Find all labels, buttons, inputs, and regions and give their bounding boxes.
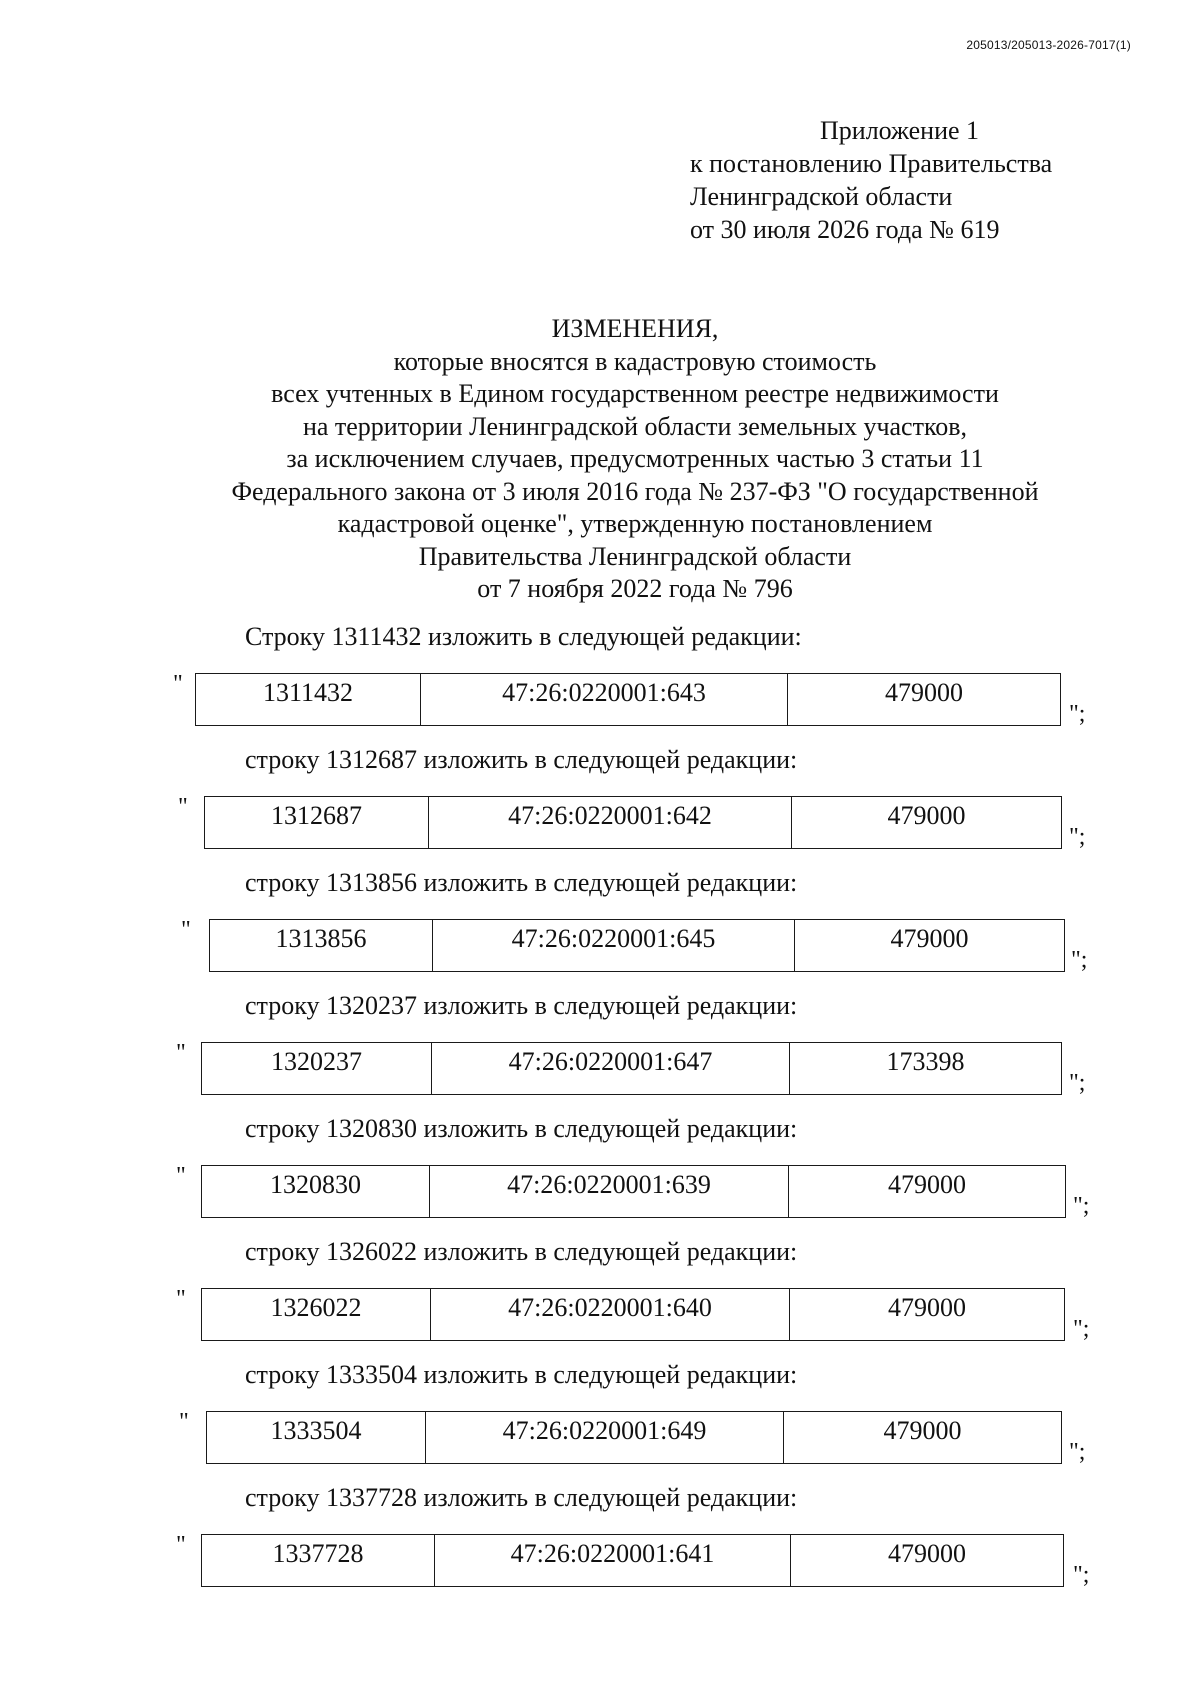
cadastral-number-cell: 47:26:0220001:649 (426, 1412, 784, 1464)
close-quote: "; (1071, 947, 1088, 973)
row-number-cell: 1313856 (210, 920, 433, 972)
appendix-block (690, 114, 1052, 246)
amendment-entry (0, 1482, 1200, 1602)
amendment-entry (0, 1113, 1200, 1233)
appendix-line: от 30 июля 2026 года № 619 (690, 215, 1000, 244)
appendix-line: к постановлению Правительства (690, 149, 1053, 178)
heading-title: ИЗМЕНЕНИЯ, (551, 314, 719, 343)
entry-intro: строку 1312687 изложить в следующей редакции: (245, 745, 798, 774)
table-row (210, 920, 1065, 972)
cadastral-number-cell: 47:26:0220001:641 (435, 1535, 791, 1587)
heading-line: на территории Ленинградской области земельных участков, (302, 411, 968, 441)
open-quote: " (179, 1409, 189, 1435)
row-number-cell: 1333504 (207, 1412, 426, 1464)
open-quote: " (173, 671, 183, 697)
cadastral-value-cell: 479000 (788, 674, 1061, 726)
amendment-entry (0, 990, 1200, 1110)
heading-line: кадастровой оценке", утвержденную постановлением (337, 509, 933, 538)
cadastral-number-cell: 47:26:0220001:647 (432, 1043, 790, 1095)
table-row (202, 1043, 1062, 1095)
close-quote: "; (1073, 1316, 1090, 1342)
cadastral-value-cell: 479000 (790, 1289, 1065, 1341)
open-quote: " (176, 1163, 186, 1189)
open-quote: " (176, 1532, 186, 1558)
appendix-line: Приложение 1 (820, 116, 980, 145)
close-quote: "; (1073, 1193, 1090, 1219)
table-row (207, 1412, 1062, 1464)
table-row (202, 1535, 1064, 1587)
close-quote: "; (1069, 824, 1086, 850)
heading-line: от 7 ноября 2022 года № 796 (477, 574, 793, 603)
amendment-row-table (201, 1042, 1062, 1095)
cadastral-value-cell: 173398 (790, 1043, 1062, 1095)
close-quote: "; (1069, 701, 1086, 727)
entry-intro: строку 1337728 изложить в следующей редакции: (245, 1483, 798, 1512)
row-number-cell: 1337728 (202, 1535, 435, 1587)
row-number-cell: 1326022 (202, 1289, 431, 1341)
row-number-cell: 1320830 (202, 1166, 430, 1218)
heading-line: Федерального закона от 3 июля 2016 года № 237-ФЗ "О государственной (231, 476, 1039, 506)
entry-intro: строку 1333504 изложить в следующей редакции: (245, 1360, 798, 1389)
amendment-row-table (201, 1288, 1065, 1341)
open-quote: " (176, 1286, 186, 1312)
amendment-entry (0, 744, 1200, 864)
close-quote: "; (1069, 1070, 1086, 1096)
table-row (205, 797, 1062, 849)
amendment-entry (0, 1236, 1200, 1356)
cadastral-number-cell: 47:26:0220001:639 (430, 1166, 789, 1218)
document-id: 205013/205013-2026-7017(1) (966, 38, 1131, 52)
table-row (202, 1166, 1066, 1218)
amendment-row-table (201, 1534, 1064, 1587)
amendment-row-table (206, 1411, 1062, 1464)
heading-line: Правительства Ленинградской области (418, 541, 852, 571)
document-heading (0, 313, 1200, 606)
open-quote: " (178, 794, 188, 820)
heading-line: которые вносятся в кадастровую стоимость (393, 346, 877, 376)
cadastral-number-cell: 47:26:0220001:642 (429, 797, 792, 849)
table-row (196, 674, 1061, 726)
cadastral-number-cell: 47:26:0220001:643 (421, 674, 788, 726)
amendment-row-table (209, 919, 1065, 972)
entry-intro: строку 1326022 изложить в следующей редакции: (245, 1237, 798, 1266)
amendment-entry (0, 621, 1200, 741)
cadastral-number-cell: 47:26:0220001:640 (431, 1289, 790, 1341)
cadastral-value-cell: 479000 (789, 1166, 1066, 1218)
appendix-line: Ленинградской области (690, 182, 953, 211)
open-quote: " (181, 917, 191, 943)
amendment-row-table (195, 673, 1061, 726)
entry-intro: строку 1320830 изложить в следующей редакции: (245, 1114, 798, 1143)
amendment-row-table (201, 1165, 1066, 1218)
table-row (202, 1289, 1065, 1341)
heading-line: за исключением случаев, предусмотренных частью 3 статьи 11 (286, 444, 984, 473)
amendment-row-table (204, 796, 1062, 849)
open-quote: " (176, 1040, 186, 1066)
close-quote: "; (1069, 1439, 1086, 1465)
cadastral-number-cell: 47:26:0220001:645 (433, 920, 795, 972)
entry-intro: строку 1313856 изложить в следующей редакции: (245, 868, 798, 897)
entry-intro: строку 1320237 изложить в следующей редакции: (245, 991, 798, 1020)
row-number-cell: 1320237 (202, 1043, 432, 1095)
cadastral-value-cell: 479000 (791, 1535, 1064, 1587)
row-number-cell: 1312687 (205, 797, 429, 849)
row-number-cell: 1311432 (196, 674, 421, 726)
amendment-entry (0, 1359, 1200, 1479)
close-quote: "; (1073, 1562, 1090, 1588)
heading-line: всех учтенных в Едином государственном реестре недвижимости (271, 379, 999, 408)
amendment-entry (0, 867, 1200, 987)
cadastral-value-cell: 479000 (792, 797, 1062, 849)
cadastral-value-cell: 479000 (784, 1412, 1062, 1464)
entry-intro: Строку 1311432 изложить в следующей редакции: (245, 622, 802, 651)
cadastral-value-cell: 479000 (795, 920, 1065, 972)
